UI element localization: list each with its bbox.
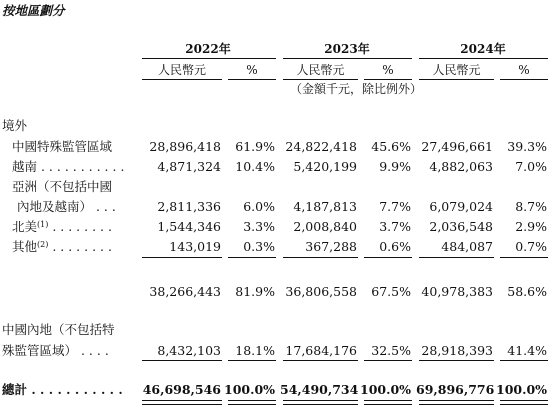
mainland-value-2022: 8,432,103: [157, 343, 221, 358]
total-double-rule: [228, 400, 276, 405]
mainland-pct-2023: 32.5%: [371, 343, 411, 358]
row-pct-2022: 10.4%: [235, 159, 275, 174]
row-pct-2024: 7.0%: [515, 159, 547, 174]
total-double-rule: [142, 400, 222, 405]
total-double-rule: [419, 400, 494, 405]
mainland-rule: [142, 360, 222, 361]
mainland-rule: [228, 360, 276, 361]
total-double-rule: [364, 400, 412, 405]
row-pct-2022: 0.3%: [243, 239, 275, 254]
mainland-rule: [419, 360, 494, 361]
header-rule: [283, 79, 358, 80]
row-pct-2024: 2.9%: [515, 219, 547, 234]
unit-note: （金額千元，除比例外）: [290, 82, 423, 96]
mainland-value-2024: 28,918,393: [421, 343, 493, 358]
header-rule: [500, 79, 548, 80]
mainland-rule: [364, 360, 412, 361]
row-pct-2023: 3.7%: [379, 219, 411, 234]
year-rule-2022: [142, 58, 276, 59]
col-header-amount-2022: 人民幣元: [157, 63, 206, 77]
row-value-2022: 1,544,346: [157, 219, 221, 234]
row-pct-2022: 6.0%: [243, 199, 275, 214]
group-label-overseas: 境外: [2, 118, 28, 133]
row-label: 中國特殊監管區域: [12, 139, 113, 154]
header-rule: [419, 79, 494, 80]
total-value-2024: 69,896,776: [416, 382, 495, 397]
subtotal-rule: [419, 257, 494, 258]
footnote-marker: (2): [37, 240, 49, 249]
total-pct-2024: 100.0%: [496, 382, 548, 397]
row-value-2022: 4,871,324: [157, 159, 221, 174]
subtotal-rule: [228, 257, 276, 258]
total-double-rule: [500, 400, 548, 405]
mainland-rule: [500, 360, 548, 361]
row-label: [12, 240, 112, 254]
header-rule: [142, 79, 222, 80]
footnote-marker: (1): [37, 220, 49, 229]
row-value-2024: 6,079,024: [429, 199, 493, 214]
row-value-2023: 5,420,199: [293, 159, 357, 174]
mainland-pct-2022: 18.1%: [235, 343, 275, 358]
subtotal-pct-2023: 67.5%: [371, 284, 411, 299]
row-label: [12, 220, 112, 234]
year-header-2022: 2022年: [185, 42, 231, 56]
total-pct-2022: 100.0%: [224, 382, 276, 397]
row-label-text: 其他: [12, 239, 38, 254]
col-header-amount-2024: 人民幣元: [432, 63, 481, 77]
row-value-2023: 4,187,813: [293, 199, 357, 214]
row-value-2022: 143,019: [169, 239, 221, 254]
header-rule: [364, 79, 412, 80]
col-header-amount-2023: 人民幣元: [296, 63, 345, 77]
mainland-value-2023: 17,684,176: [285, 343, 357, 358]
mainland-pct-2024: 41.4%: [507, 343, 547, 358]
header-rule: [228, 79, 276, 80]
total-value-2022: 46,698,546: [142, 382, 221, 397]
row-pct-2024: 0.7%: [515, 239, 547, 254]
subtotal-rule: [364, 257, 412, 258]
row-pct-2023: 0.6%: [379, 239, 411, 254]
row-value-2022: 28,896,418: [149, 139, 221, 154]
subtotal-rule: [500, 257, 548, 258]
year-rule-2023: [283, 58, 412, 59]
row-label-cont: 內地及越南） . . .: [17, 199, 116, 214]
total-label: 總計 . . . . . . . . . . .: [2, 382, 123, 397]
row-pct-2024: 39.3%: [507, 139, 547, 154]
subtotal-pct-2022: 81.9%: [235, 284, 275, 299]
subtotal-rule: [142, 257, 222, 258]
row-value-2023: 2,008,840: [293, 219, 357, 234]
row-value-2022: 2,811,336: [157, 199, 221, 214]
col-header-pct-2022: %: [246, 63, 258, 77]
mainland-rule: [283, 360, 358, 361]
row-value-2023: 367,288: [305, 239, 357, 254]
row-pct-2022: 3.3%: [243, 219, 275, 234]
mainland-label: 中國內地（不包括特: [2, 322, 115, 337]
row-label: 越南 . . . . . . . . . . .: [12, 159, 125, 174]
subtotal-value-2023: 36,806,558: [285, 284, 357, 299]
mainland-label-cont: 殊監管區域） . . . .: [2, 343, 109, 358]
row-label: 亞洲（不包括中國: [12, 179, 113, 194]
year-header-2023: 2023年: [324, 42, 370, 56]
subtotal-rule: [283, 257, 358, 258]
section-title: 按地區劃分: [2, 3, 65, 18]
row-value-2024: 484,087: [441, 239, 493, 254]
year-rule-2024: [419, 58, 548, 59]
row-value-2024: 2,036,548: [429, 219, 493, 234]
row-label-text: 北美: [12, 219, 38, 234]
subtotal-value-2022: 38,266,443: [149, 284, 221, 299]
row-value-2024: 4,882,063: [429, 159, 493, 174]
total-double-rule: [283, 400, 358, 405]
col-header-pct-2024: %: [518, 63, 530, 77]
total-pct-2023: 100.0%: [360, 382, 412, 397]
row-pct-2024: 8.7%: [515, 199, 547, 214]
total-value-2023: 54,490,734: [280, 382, 359, 397]
row-pct-2023: 7.7%: [379, 199, 411, 214]
row-pct-2022: 61.9%: [235, 139, 275, 154]
row-pct-2023: 45.6%: [371, 139, 411, 154]
leader-dots: . . . . . . . .: [52, 239, 112, 254]
col-header-pct-2023: %: [382, 63, 394, 77]
leader-dots: . . . . . . . .: [52, 219, 112, 234]
year-header-2024: 2024年: [460, 42, 506, 56]
subtotal-value-2024: 40,978,383: [421, 284, 493, 299]
subtotal-pct-2024: 58.6%: [507, 284, 547, 299]
row-pct-2023: 9.9%: [379, 159, 411, 174]
row-value-2024: 27,496,661: [421, 139, 493, 154]
row-value-2023: 24,822,418: [285, 139, 357, 154]
